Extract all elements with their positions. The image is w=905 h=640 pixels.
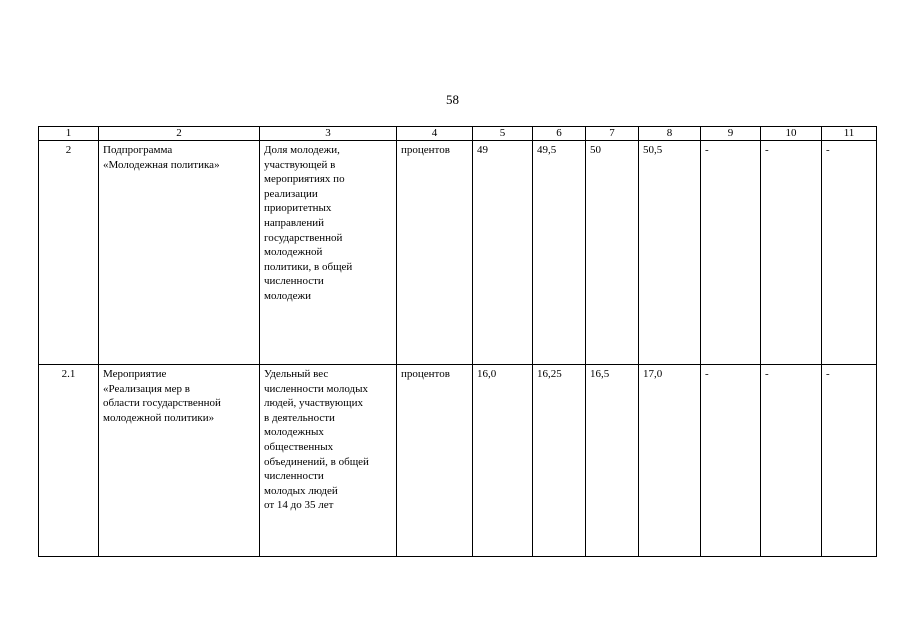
column-header: 8 (639, 127, 701, 141)
column-header: 1 (39, 127, 99, 141)
column-header: 2 (99, 127, 260, 141)
table-row (39, 365, 877, 557)
column-header: 9 (701, 127, 761, 141)
value-cell: - (701, 141, 761, 365)
program-name-cell: Подпрограмма «Молодежная политика» (99, 141, 260, 365)
indicators-table (38, 126, 877, 557)
value-cell: - (761, 365, 822, 557)
column-header: 11 (822, 127, 877, 141)
value-cell: 49 (473, 141, 533, 365)
column-header: 3 (260, 127, 397, 141)
value-cell: - (822, 141, 877, 365)
column-header: 5 (473, 127, 533, 141)
value-cell: 50 (586, 141, 639, 365)
column-header: 6 (533, 127, 586, 141)
indicator-cell: Удельный вес численности молодых людей, участвующих в деятельности молодежных общественных объединений, в общей численности молодых людей от 14 до 35 лет (260, 365, 397, 557)
indicator-cell: Доля молодежи, участвующей в мероприятиях по реализации приоритетных направлений государственной молодежной политики, в общей численности молодежи (260, 141, 397, 365)
unit-cell: процентов (397, 141, 473, 365)
value-cell: - (761, 141, 822, 365)
column-header: 7 (586, 127, 639, 141)
column-header: 4 (397, 127, 473, 141)
table-header-row (39, 127, 877, 141)
value-cell: 17,0 (639, 365, 701, 557)
unit-cell: процентов (397, 365, 473, 557)
value-cell: 49,5 (533, 141, 586, 365)
program-name-cell: Мероприятие «Реализация мер в области государственной молодежной политики» (99, 365, 260, 557)
row-number-cell: 2.1 (39, 365, 99, 557)
value-cell: 16,5 (586, 365, 639, 557)
value-cell: 16,25 (533, 365, 586, 557)
value-cell: - (822, 365, 877, 557)
value-cell: 50,5 (639, 141, 701, 365)
table-row (39, 141, 877, 365)
value-cell: 16,0 (473, 365, 533, 557)
column-header: 10 (761, 127, 822, 141)
page-number: 58 (446, 92, 459, 107)
row-number-cell: 2 (39, 141, 99, 365)
value-cell: - (701, 365, 761, 557)
